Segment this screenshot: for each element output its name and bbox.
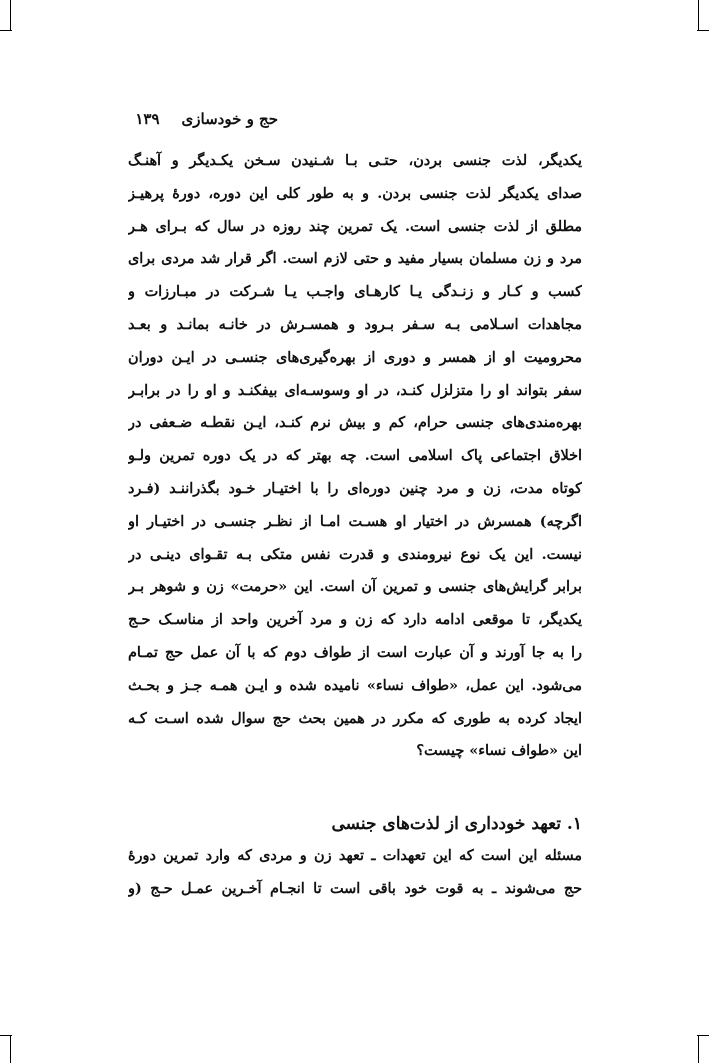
section-heading: ۱. تعهد خودداری از لذت‌های جنسی xyxy=(331,814,582,834)
paragraph-line: برابر گرایش‌های جنسی و تمرین آن است. این «حرمت» زن و شوهر بـر xyxy=(128,578,582,596)
crop-mark-top-right-vertical xyxy=(698,0,699,30)
paragraph-line: نیست. این یک نوع نیرومندی و قدرت نفس متکی بـه تقـوای دینـی در xyxy=(128,545,582,563)
page-number: ۱۳۹ xyxy=(135,110,160,128)
paragraph-line: بهره‌مندی‌های جنسی حرام، کم و بیش نرم کنـد، ایـن نقطـه ضـعفی در xyxy=(128,414,582,432)
paragraph-line-last: این «طواف نساء» چیست؟ xyxy=(416,742,582,760)
crop-mark-top-right-horizontal xyxy=(697,30,709,31)
paragraph-line: ایجاد کرده به طوری که مکرر در همین بحث حج سوال شده اسـت کـه xyxy=(128,709,582,727)
paragraph-line: یکدیگر، لذت جنسی بردن، حتـی بـا شـنیدن سـخن یکـدیگر و آهنـگ xyxy=(128,152,582,169)
running-header xyxy=(128,104,278,134)
crop-mark-top-left-vertical xyxy=(10,0,11,30)
crop-mark-top-left-horizontal xyxy=(0,30,12,31)
paragraph-line: کسب و کـار و زنـدگی یـا کارهـای واجـب یـا شـرکت در مبـارزات و xyxy=(128,283,582,301)
section-line: مسئله این است که این تعهدات ـ تعهد زن و مردی که وارد تمرین دورهٔ xyxy=(128,847,582,864)
main-paragraph xyxy=(128,145,582,768)
crop-mark-bottom-right-horizontal xyxy=(697,1035,709,1036)
paragraph-line: مطلق از لذت جنسی است. یک تمرین چند روزه در سال که بـرای هـر xyxy=(128,217,582,235)
paragraph-line: یکدیگر، تا موقعی ادامه دارد که زن و مرد آخرین واحد از مناسـک حـج xyxy=(128,611,582,629)
crop-mark-bottom-right-vertical xyxy=(698,1035,699,1063)
paragraph-line: می‌شود. این عمل، «طواف نساء» نامیده شده و ایـن همـه جـز و بحـث xyxy=(128,676,582,694)
paragraph-line: محرومیت او از همسر و دوری از بهره‌گیری‌های جنسـی در ایـن دوران xyxy=(128,348,582,366)
paragraph-line: سفر بتواند او را متزلزل کنـد، در او وسوسـه‌ای بیفکنـد و او را در برابـر xyxy=(128,381,582,399)
section-line: حج می‌شوند ـ به قوت خود باقی است تا انجـام آخـرین عمـل حـج (و xyxy=(128,879,582,897)
crop-mark-bottom-left-horizontal xyxy=(0,1035,12,1036)
paragraph-line: مجاهدات اسـلامی بـه سـفر بـرود و همسـرش در خانـه بمانـد و بعـد xyxy=(128,315,582,333)
paragraph-line: اخلاق اجتماعی پاک اسلامی است. چه بهتر که در یک دوره تمرین ولـو xyxy=(128,447,582,465)
paragraph-line: صدای یکدیگر لذت جنسی بردن. و به طور کلی این دوره، دورهٔ پرهیـز xyxy=(128,184,582,202)
running-title: حج و خودسازی xyxy=(181,110,278,128)
section-paragraph xyxy=(128,840,582,906)
paragraph-line: مرد و زن مسلمان بسیار مفید و حتی لازم است. اگر قرار شد مردی برای xyxy=(128,250,582,268)
paragraph-line: اگرچه) همسرش در اختیار او هسـت امـا از نظـر جنسـی در اختیـار او xyxy=(128,512,582,530)
paragraph-line: کوتاه مدت، زن و مرد چنین دوره‌ای را با اختیـار خـود بگذراننـد (فـرد xyxy=(128,479,582,497)
crop-mark-bottom-left-vertical xyxy=(10,1035,11,1063)
paragraph-line: را به جا آورند و آن عبارت است از طواف دوم که با آن عمل حج تمـام xyxy=(128,643,582,661)
